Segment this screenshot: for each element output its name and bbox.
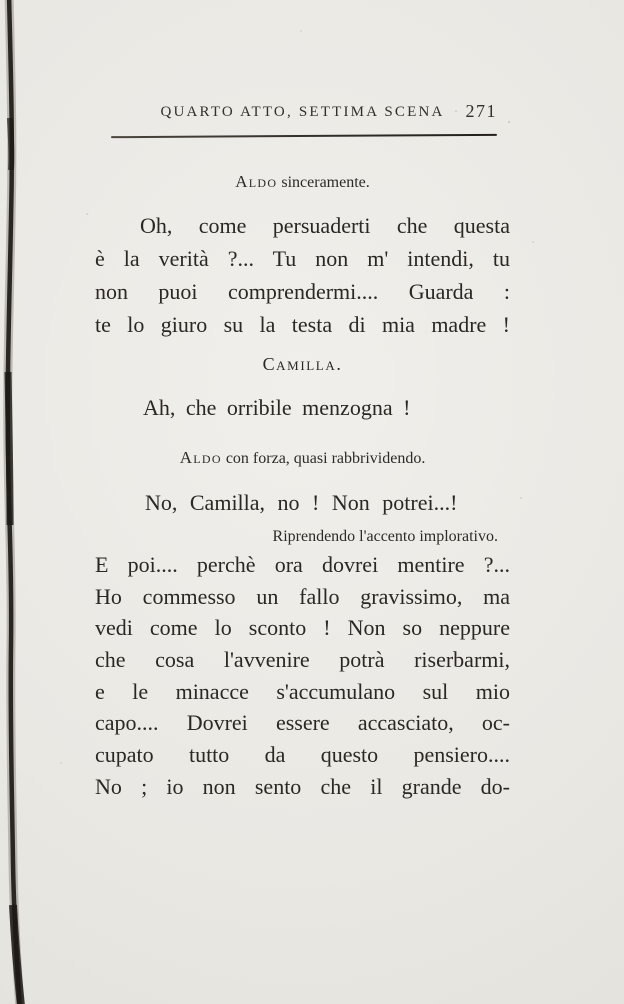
speaker-name: Aldo	[235, 172, 278, 191]
page-number: 271	[465, 101, 497, 121]
speech-line: cupato tutto da questo pensiero....	[95, 742, 510, 768]
speech-line: non puoi comprendermi.... Guarda :	[95, 279, 510, 304]
speech-line: è la verità ?... Tu non m' intendi, tu	[95, 246, 510, 271]
running-header-title: QUARTO ATTO, SETTIMA SCENA	[160, 104, 445, 120]
speech-line: No ; io non sento che il grande do-	[95, 773, 510, 799]
stage-direction-aldo-2	[95, 448, 510, 468]
speech-line: capo.... Dovrei essere accasciato, oc-	[95, 710, 510, 736]
speech-line: e le minacce s'accumulano sul mio	[95, 678, 510, 704]
speech-camilla: Ah, che orribile menzogna !	[143, 395, 411, 420]
speech-paragraph-1	[95, 209, 510, 341]
speech-line: te lo giuro su la testa di mia madre !	[95, 312, 510, 337]
page-content	[95, 0, 510, 1004]
speaker-heading-camilla: Camilla.	[262, 354, 343, 374]
stage-direction-aldo-1	[95, 172, 510, 192]
stage-direction-text: sinceramente.	[281, 174, 370, 191]
speech-line: Oh, come persuaderti che questa	[140, 213, 510, 238]
speech-paragraph-2	[95, 549, 510, 803]
stage-direction-inline: Riprendendo l'accento implorativo.	[272, 528, 498, 545]
running-header	[95, 101, 510, 121]
stage-direction-text: con forza, quasi rabbrividendo.	[225, 450, 426, 467]
speaker-name: Aldo	[179, 448, 222, 467]
scan-specks	[0, 0, 2, 2]
speech-line: che cosa l'avvenire potrà riserbarmi,	[95, 647, 510, 673]
speech-aldo-short: No, Camilla, no ! Non potrei...!	[145, 490, 458, 515]
speech-line: Ho commesso un fallo gravissimo, ma	[95, 583, 510, 609]
header-rule	[111, 134, 497, 138]
speech-line: vedi come lo sconto ! Non so neppure	[95, 615, 510, 641]
speech-line: E poi.... perchè ora dovrei mentire ?...	[95, 552, 510, 577]
binding-shadow-icon	[0, 0, 40, 1004]
